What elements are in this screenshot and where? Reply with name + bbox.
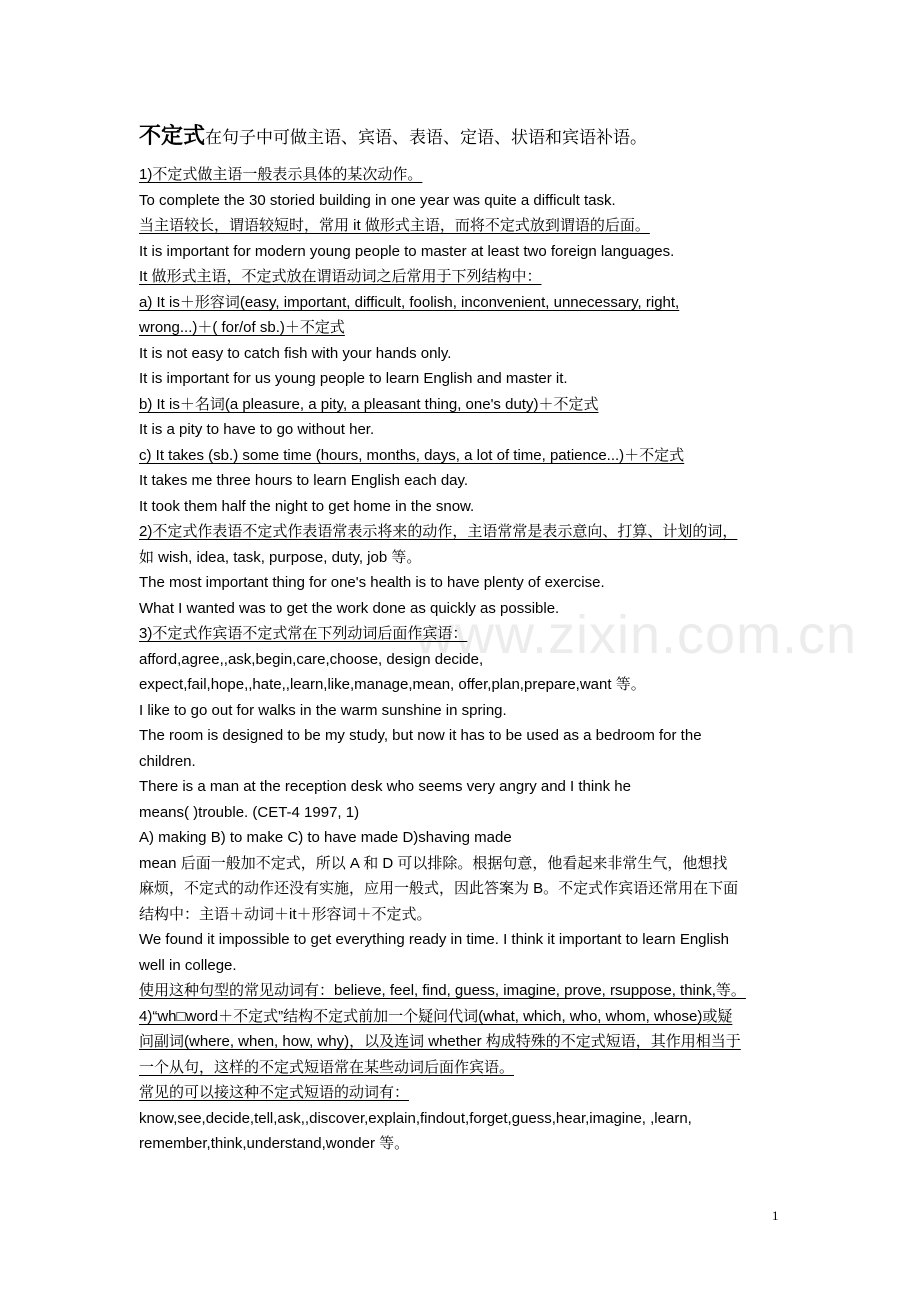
text-line: children. (139, 753, 196, 770)
text-line: 2)不定式作表语不定式作表语常表示将来的动作，主语常常是表示意向、打算、计划的词， (139, 523, 738, 540)
text-line: know,see,decide,tell,ask,,discover,explain,findout,forget,guess,hear,imagine, ,learn, (139, 1110, 692, 1127)
text-line: It is important for us young people to learn English and master it. (139, 370, 568, 387)
text-line: To complete the 30 storied building in one year was quite a difficult task. (139, 192, 616, 209)
text-line: 使用这种句型的常见动词有：believe, feel, find, guess, imagine, prove, rsuppose, think,等。 (139, 982, 746, 999)
document-title (139, 124, 647, 150)
title-keyword: 不定式 (139, 124, 206, 149)
text-line: well in college. (139, 957, 237, 974)
title-rest: 在句子中可做主语、宾语、表语、定语、状语和宾语补语。 (205, 128, 648, 148)
text-line: It takes me three hours to learn English each day. (139, 472, 469, 489)
text-line: 结构中：主语＋动词＋it＋形容词＋不定式。 (139, 906, 432, 923)
text-line: expect,fail,hope,,hate,,learn,like,manage,mean, offer,plan,prepare,want 等。 (139, 676, 646, 693)
text-line: c) It takes (sb.) some time (hours, months, days, a lot of time, patience...)＋不定式 (139, 447, 685, 464)
text-line: It 做形式主语，不定式放在谓语动词之后常用于下列结构中： (139, 268, 542, 285)
text-line: 3)不定式作宾语不定式常在下列动词后面作宾语： (139, 625, 468, 642)
text-line: b) It is＋名词(a pleasure, a pity, a pleasant thing, one's duty)＋不定式 (139, 396, 599, 413)
text-line: It is not easy to catch fish with your hands only. (139, 345, 452, 362)
text-line: There is a man at the reception desk who seems very angry and I think he (139, 778, 631, 795)
text-line: The room is designed to be my study, but now it has to be used as a bedroom for the (139, 727, 702, 744)
text-line: 如 wish, idea, task, purpose, duty, job 等。 (139, 549, 422, 566)
watermark: www.zixin.com.cn (415, 605, 858, 665)
text-line: 4)“wh□word＋不定式”结构不定式前加一个疑问代词(what, which, who, whom, whose)或疑 (139, 1008, 733, 1025)
text-line: 常见的可以接这种不定式短语的动词有： (139, 1084, 410, 1101)
text-line: It took them half the night to get home in the snow. (139, 498, 475, 515)
text-line: 问副词(where, when, how, why)，以及连词 whether 构成特殊的不定式短语，其作用相当于 (139, 1033, 741, 1050)
text-line: 当主语较长，谓语较短时，常用 it 做形式主语，而将不定式放到谓语的后面。 (139, 217, 650, 234)
text-line: It is important for modern young people to master at least two foreign languages. (139, 243, 675, 260)
text-line: A) making B) to make C) to have made D)shaving made (139, 829, 512, 846)
page-number: 1 (772, 1208, 779, 1223)
text-line: mean 后面一般加不定式，所以 A 和 D 可以排除。根据句意，他看起来非常生气，他想找 (139, 855, 728, 872)
text-line: a) It is＋形容词(easy, important, difficult, foolish, inconvenient, unnecessary, right, (139, 294, 680, 311)
text-line: I like to go out for walks in the warm sunshine in spring. (139, 702, 507, 719)
text-line: The most important thing for one's health is to have plenty of exercise. (139, 574, 605, 591)
text-line: wrong...)＋( for/of sb.)＋不定式 (139, 319, 345, 336)
text-line: What I wanted was to get the work done as quickly as possible. (139, 600, 560, 617)
text-line: It is a pity to have to go without her. (139, 421, 375, 438)
text-line: We found it impossible to get everything ready in time. I think it important to learn English (139, 931, 730, 948)
text-line: means( )trouble. (CET-4 1997, 1) (139, 804, 360, 821)
text-line: 一个从句，这样的不定式短语常在某些动词后面作宾语。 (139, 1059, 515, 1076)
text-line: afford,agree,,ask,begin,care,choose, design decide, (139, 651, 484, 668)
text-line: 麻烦，不定式的动作还没有实施，应用一般式，因此答案为 B。不定式作宾语还常用在下面 (139, 880, 739, 897)
text-line: 1)不定式做主语一般表示具体的某次动作。 (139, 166, 423, 183)
text-line: remember,think,understand,wonder 等。 (139, 1135, 410, 1152)
